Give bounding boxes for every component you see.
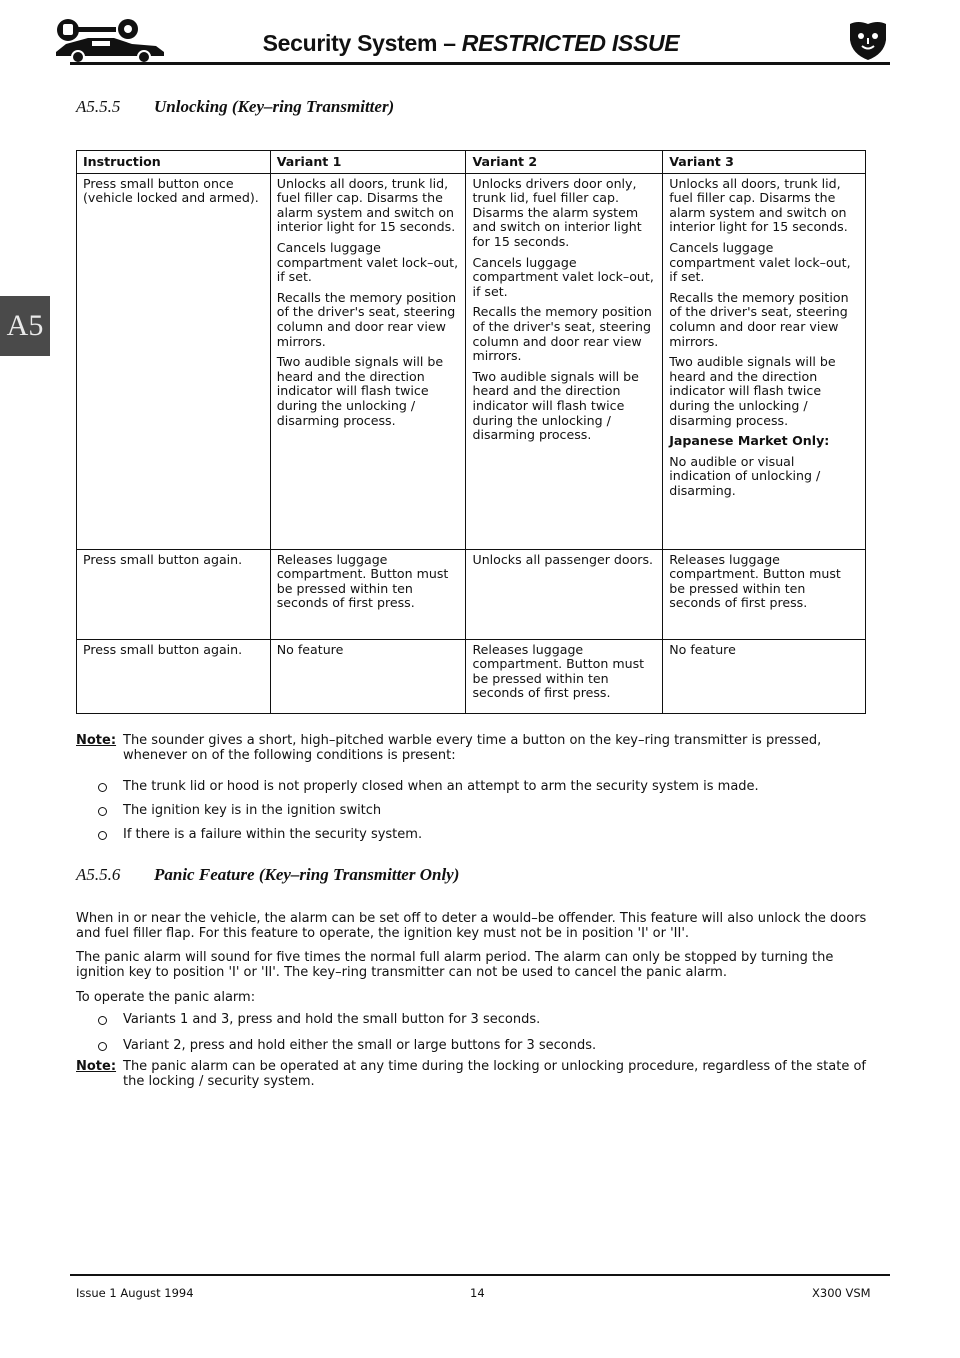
note-label: Note: xyxy=(76,1059,117,1074)
instruction-cell: Press small button again. xyxy=(77,549,271,639)
section-heading-panic: A5.5.6 Panic Feature (Key–ring Transmitter Only) xyxy=(76,865,460,884)
variant3-cell: Releases luggage compartment. Button must be pressed within ten seconds of first press. xyxy=(663,549,866,639)
variant2-cell: Unlocks drivers door only, trunk lid, fuel filler cap. Disarms the alarm system and switch on interior light for 15 seconds. Cancels luggage compartment valet lock–out, if set. Recalls the memory position of the driver's seat, steering column and door rear view mirrors. Two audible signals will be heard and the direction indicator will flash twice during the unlocking / disarming process. xyxy=(466,173,663,549)
panic-paragraph-3: To operate the panic alarm: xyxy=(76,990,256,1005)
table-row xyxy=(77,173,866,549)
variant1-cell: No feature xyxy=(270,639,466,713)
panic-operation-list xyxy=(98,1012,596,1062)
table-row xyxy=(77,639,866,713)
list-item: If there is a failure within the security system. xyxy=(98,827,759,842)
note-sounder xyxy=(76,733,870,763)
jaguar-emblem-icon xyxy=(846,18,890,62)
page-title: Security System – RESTRICTED ISSUE xyxy=(262,30,680,56)
page-number: 14 xyxy=(470,1286,485,1300)
column-header: Variant 3 xyxy=(663,151,866,174)
variant1-cell: Releases luggage compartment. Button must be pressed within ten seconds of first press. xyxy=(270,549,466,639)
footer-rule xyxy=(70,1274,890,1276)
variant2-cell: Releases luggage compartment. Button must be pressed within ten seconds of first press. xyxy=(466,639,663,713)
instruction-cell: Press small button again. xyxy=(77,639,271,713)
variant2-cell: Unlocks all passenger doors. xyxy=(466,549,663,639)
note-panic xyxy=(76,1059,870,1089)
list-item: Variants 1 and 3, press and hold the small button for 3 seconds. xyxy=(98,1012,596,1027)
note-label: Note: xyxy=(76,733,117,748)
unlocking-variants-table xyxy=(76,150,866,714)
footer-issue: Issue 1 August 1994 xyxy=(76,1286,194,1300)
list-item: Variant 2, press and hold either the small or large buttons for 3 seconds. xyxy=(98,1038,596,1053)
column-header: Variant 1 xyxy=(270,151,466,174)
sounder-conditions-list xyxy=(98,779,759,851)
variant3-cell: Unlocks all doors, trunk lid, fuel filler cap. Disarms the alarm system and switch on interior light for 15 seconds. Cancels luggage compartment valet lock–out, if set. Recalls the memory position of the driver's seat, steering column and door rear view mirrors. Two audible signals will be heard and the direction indicator will flash twice during the unlocking / disarming process. Japanese Market Only: No audible or visual indication of unlocking / disarming. xyxy=(663,173,866,549)
header-rule xyxy=(70,62,890,65)
column-header: Variant 2 xyxy=(466,151,663,174)
footer-doc-code: X300 VSM xyxy=(812,1286,871,1300)
column-header: Instruction xyxy=(77,151,271,174)
section-heading-unlocking: A5.5.5 Unlocking (Key–ring Transmitter) xyxy=(76,97,395,116)
list-item: The ignition key is in the ignition switch xyxy=(98,803,759,818)
note-text: The panic alarm can be operated at any time during the locking or unlocking procedure, regardless of the state of the locking / security system. xyxy=(123,1059,866,1089)
table-header-row xyxy=(77,151,866,174)
panic-paragraph-1: When in or near the vehicle, the alarm can be set off to deter a would–be offender. This feature will also unlock the doors and fuel filler flap. For this feature to operate, the ignition key must not be in position 'I' or 'II'. xyxy=(76,911,867,941)
list-item: The trunk lid or hood is not properly closed when an attempt to arm the security system is made. xyxy=(98,779,759,794)
section-tab: A5 xyxy=(0,296,50,356)
panic-paragraph-2: The panic alarm will sound for five times the normal full alarm period. The alarm can only be stopped by turning the ignition key to position 'I' or 'II'. The key–ring transmitter can not be used to cancel the panic alarm. xyxy=(76,950,834,980)
note-text: The sounder gives a short, high–pitched warble every time a button on the key–ring transmitter is pressed, whenever on of the following conditions is present: xyxy=(123,733,822,763)
instruction-cell: Press small button once (vehicle locked and armed). xyxy=(77,173,271,549)
page-header xyxy=(52,18,890,64)
variant1-cell: Unlocks all doors, trunk lid, fuel filler cap. Disarms the alarm system and switch on interior light for 15 seconds. Cancels luggage compartment valet lock–out, if set. Recalls the memory position of the driver's seat, steering column and door rear view mirrors. Two audible signals will be heard and the direction indicator will flash twice during the unlocking / disarming process. xyxy=(270,173,466,549)
table-row xyxy=(77,549,866,639)
variant3-cell: No feature xyxy=(663,639,866,713)
